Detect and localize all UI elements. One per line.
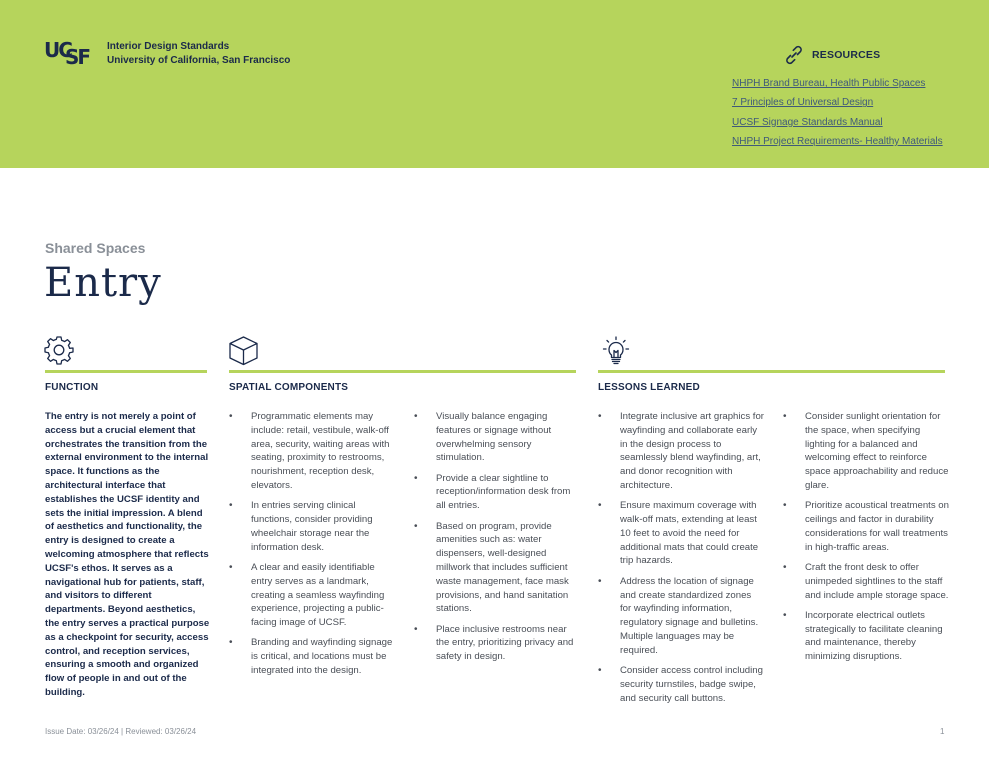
list-item: • Incorporate electrical outlets strategically to facilitate cleaning and maintenance, thereby minimizing disruptions. xyxy=(783,609,949,664)
function-rule xyxy=(45,370,207,373)
resource-link-brand-bureau[interactable]: NHPH Brand Bureau, Health Public Spaces xyxy=(732,78,926,89)
resources-title: RESOURCES xyxy=(812,49,881,61)
list-item: • Branding and wayfinding signage is critical, and locations must be integrated into the design. xyxy=(229,636,393,677)
org-line-2: University of California, San Francisco xyxy=(107,55,291,66)
lightbulb-icon xyxy=(601,335,631,365)
ucsf-logo[interactable]: UC SF xyxy=(44,38,90,69)
resource-link-healthy-materials[interactable]: NHPH Project Requirements- Healthy Materials xyxy=(732,135,943,147)
resources-heading xyxy=(782,43,880,67)
link-icon xyxy=(782,43,806,67)
list-item: • Based on program, provide amenities such as: water dispensers, well-designed millwork that includes sufficient waste management, face mask provisions, and hand sanitation stations. xyxy=(414,520,578,617)
spatial-heading: SPATIAL COMPONENTS xyxy=(229,382,349,393)
lessons-heading: LESSONS LEARNED xyxy=(598,382,700,393)
list-item: • Prioritize acoustical treatments on ceilings and factor in durability considerations for wall treatments in high-traffic areas. xyxy=(783,499,949,554)
page-number: 1 xyxy=(940,727,945,736)
spatial-list-left xyxy=(229,410,393,684)
list-item: • Consider sunlight orientation for the space, when specifying lighting for a balanced and welcoming effect to reinforce space approachability and reduce glare. xyxy=(783,410,949,493)
list-item: • Integrate inclusive art graphics for wayfinding and collaborate early in the design process to seamlessly blend wayfinding, art, and donor recognition with architecture. xyxy=(598,410,764,493)
org-line-1: Interior Design Standards xyxy=(107,41,230,52)
issue-date: Issue Date: 03/26/24 | Reviewed: 03/26/24 xyxy=(45,727,197,736)
spatial-list-right xyxy=(414,410,578,671)
lessons-list-right xyxy=(783,410,949,671)
cube-icon xyxy=(228,335,259,366)
list-item: • Consider access control including security turnstiles, badge swipe, and security call buttons. xyxy=(598,664,764,705)
list-item: • Programmatic elements may include: retail, vestibule, walk-off area, security, waiting areas with seating, proximity to restrooms, nourishment, reception desk, elevators. xyxy=(229,410,393,493)
resource-link-signage-manual[interactable]: UCSF Signage Standards Manual xyxy=(732,116,883,128)
gear-icon xyxy=(44,335,74,365)
list-item: • Ensure maximum coverage with walk-off mats, extending at least 10 feet to avoid the need for additional mats that could create trip hazards. xyxy=(598,499,764,568)
lessons-rule xyxy=(598,370,945,373)
spatial-rule xyxy=(229,370,576,373)
org-name xyxy=(107,40,290,68)
list-item: • Place inclusive restrooms near the entry, prioritizing privacy and safety in design. xyxy=(414,623,578,664)
list-item: • Craft the front desk to offer unimpeded sightlines to the staff and include ample storage space. xyxy=(783,561,949,602)
list-item: • Address the location of signage and create standardized zones for wayfinding information, regulatory signage and bulletins. Multiple languages may be required. xyxy=(598,575,764,658)
function-text: The entry is not merely a point of access but a crucial element that orchestrates the transition from the external environment to the internal space. It functions as the architectural interface that establishes the UCSF identity and sets the initial impression. A blend of aesthetics and functionality, the entry is designed to create a welcoming atmosphere that reflects UCSF's ethos. It serves as a navigational hub for patients, staff, and visitors to different departments. Beyond aesthetics, the entry serves a practical purpose as a checkpoint for security, access control, and reception services, ensuring a smooth and organized flow of people in and out of the building. xyxy=(45,411,210,698)
list-item: • Visually balance engaging features or signage without overwhelming sensory stimulation. xyxy=(414,410,578,465)
lessons-list-left xyxy=(598,410,764,712)
resource-link-universal-design[interactable]: 7 Principles of Universal Design xyxy=(732,97,874,109)
section-label: Shared Spaces xyxy=(45,240,146,256)
list-item: • Provide a clear sightline to reception/information desk from all entries. xyxy=(414,472,578,513)
list-item: • In entries serving clinical functions, consider providing wheelchair storage near the information desk. xyxy=(229,499,393,554)
list-item: • A clear and easily identifiable entry serves as a landmark, creating a seamless wayfinding experience, projecting a public-facing image of UCSF. xyxy=(229,561,393,630)
header-banner xyxy=(0,0,989,168)
page-title: Entry xyxy=(44,260,162,306)
function-heading: FUNCTION xyxy=(45,382,99,393)
resources-links xyxy=(732,77,943,154)
